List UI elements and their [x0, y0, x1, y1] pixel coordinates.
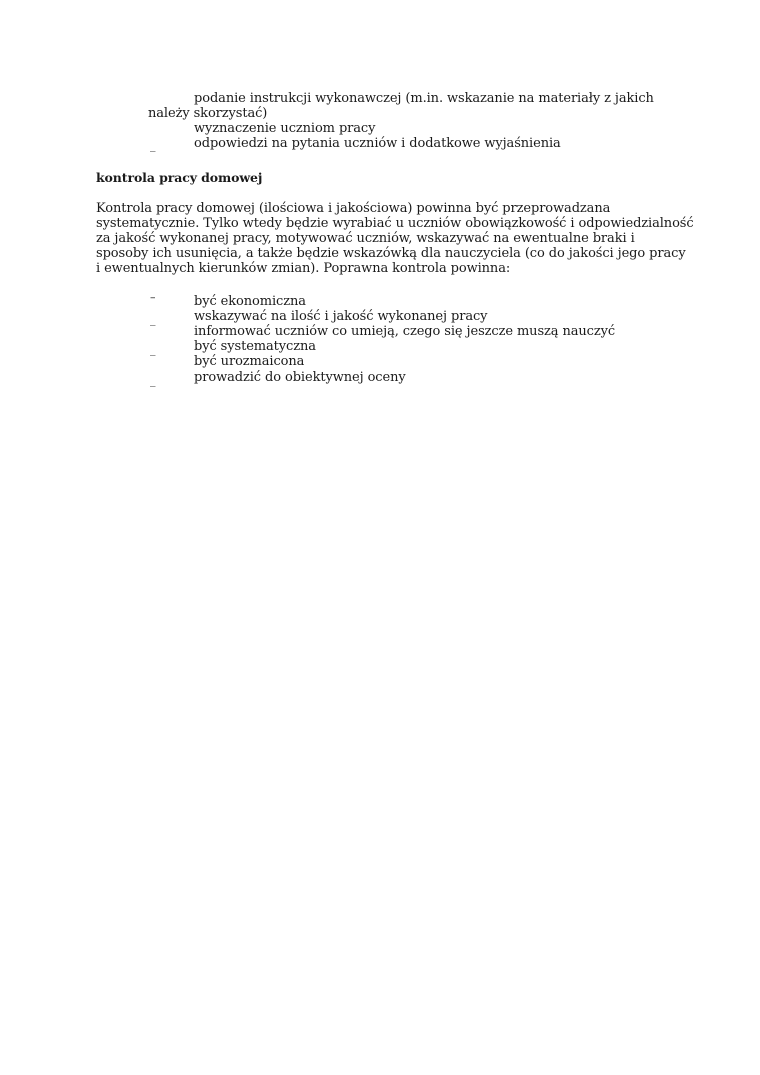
list-item-text: być ekonomiczna	[194, 294, 306, 309]
paragraph-line: za jakość wykonanej pracy, motywować uczniów, wskazywać na ewentualne braki i	[96, 231, 635, 246]
paragraph-line: i ewentualnych kierunków zmian). Poprawna kontrola powinna:	[96, 261, 511, 276]
list-item-text: być urozmaicona	[194, 354, 305, 369]
list-item-text: być systematyczna	[194, 339, 316, 354]
paragraph-line: sposoby ich usunięcia, a także będzie wskazówką dla nauczyciela (co do jakości jego pracy	[96, 246, 686, 261]
list-item-text: informować uczniów co umieją, czego się jeszcze muszą nauczyć	[194, 324, 615, 339]
list-bullet: –	[150, 291, 156, 304]
list-bullet: _	[150, 139, 156, 152]
list-item-text-continued: należy skorzystać)	[148, 106, 268, 121]
list-bullet: _	[150, 313, 156, 326]
paragraph-line: Kontrola pracy domowej (ilościowa i jakościowa) powinna być przeprowadzana	[96, 201, 611, 216]
list-item-text: odpowiedzi na pytania uczniów i dodatkowe wyjaśnienia	[194, 136, 561, 151]
section-heading: kontrola pracy domowej	[96, 170, 263, 185]
list-bullet: _	[150, 343, 156, 356]
list-item-text: wskazywać na ilość i jakość wykonanej pracy	[194, 309, 488, 324]
list-bullet: _	[150, 374, 156, 387]
list-item-text: wyznaczenie uczniom pracy	[194, 121, 376, 136]
paragraph-line: systematycznie. Tylko wtedy będzie wyrabiać u uczniów obowiązkowość i odpowiedzialność	[96, 216, 694, 231]
list-item-text: prowadzić do obiektywnej oceny	[194, 370, 406, 385]
list-item-text: podanie instrukcji wykonawczej (m.in. wskazanie na materiały z jakich	[194, 91, 654, 106]
